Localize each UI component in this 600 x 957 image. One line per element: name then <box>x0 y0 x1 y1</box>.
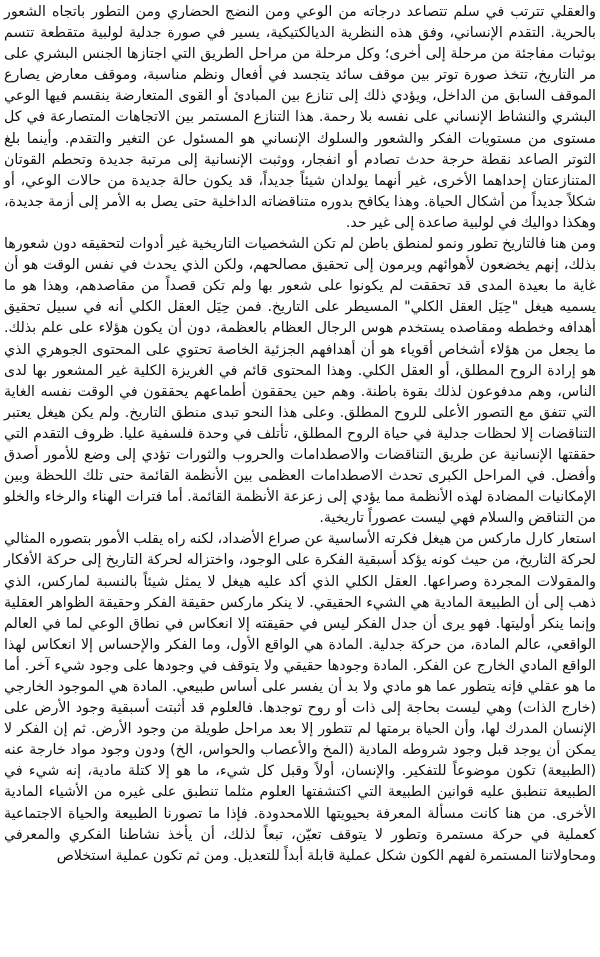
paragraph-1: والعقلي تترتب في سلم تتصاعد درجاته من الوعي ومن النضج الحضاري ومن التطور باتجاه الشعور بالحرية. التقدم الإنساني، وفق هذه النظرية الديالكتيكية، يسير في صورة جدلية لولبية متقطعة تتسم بوثبات مفاجئة من مرحلة إلى أخرى؛ وكل مرحلة من مراحل الطريق التي اجتازها الجنس البشري على مر التاريخ، تتخذ صورة توتر بين موقف سائد يتجسد في أفعال ونظم مناسبة، وموقف معارض يصارع الموقف السابق من الداخل، ويؤدي ذلك إلى تنازع بين المبادئ أو القوى المتعارضة ينقسم فيها الوعي البشري والنشاط الإنساني على نفسه بلا رحمة. هذا التنازع المستمر بين الاتجاهات المتصارعة في كل مستوى من مستويات الفكر والشعور والسلوك الإنساني هو المسئول عن التغير والتقدم. وأينما بلغ التوتر الصاعد نقطة حرجة حدث تصادم أو انفجار، ووثبت الإنسانية إلى مرتبة جديدة وتحطم القوتان المتنازعتان إحداهما الأخرى، غير أنهما يولدان شيئاً جديداً، قد يكون حالة جديدة من حالات الوعي، أو شكلاً جديداً من أشكال الحياة. وهذا يكافح بدوره متناقضاته الداخلية حتى يصل به الأمر إلى أزمة جديدة، وهكذا دواليك في لولبية صاعدة إلى غير حد. <box>4 4 596 231</box>
paragraph-2: ومن هنا فالتاريخ تطور ونمو لمنطق باطن لم تكن الشخصيات التاريخية غير أدوات لتحقيقه دون شعورها بذلك، إنهم يخضعون لأهوائهم ويرمون إلى تحقيق مصالحهم، ولكن الذي يحدث في نفس الوقت هو أن غاية ما بعيدة المدى قد تحققت لم يكونوا على شعور بها ولم تكن قصداً من مقاصدهم، وهذا هو ما يسميه هيغل "حِيَل العقل الكلي" المسيطر على التاريخ. فمن حِيَل العقل الكلي أنه في سبيل تحقيق أهدافه وخططه ومقاصده يستخدم هوس الرجال العظام بالعظمة، دون أن يكون هؤلاء على علم بذلك. ما يجعل من هؤلاء أشخاص أقوياء هو أن أهدافهم الجزئية الخاصة تحتوي على المحتوى الجوهري الذي هو إرادة الروح المطلق، أو العقل الكلي. وهذا المحتوى قائم في الغريزة الكلية غير المشعور بها لدى الناس، وهم مدفوعون لذلك بقوة باطنة. وهم حين يحققون أطماعهم يحققون في الوقت نفسه الغاية التي تتفق مع التصور الأعلى للروح المطلق. وعلى هذا النحو تبدى منطق التاريخ. ولم يكن هيغل يعتبر التناقضات إلا لحظات جدلية في حياة الروح المطلق، تأتلف في وحدة فلسفية عليا. ظروف التقدم التي حققتها الإنسانية عن طريق التناقضات والاصطدامات والحروب والثورات تؤدي إلى وضع للأمور أصدق وأفضل. في المراحل الكبرى تحدث الاصطدامات العظمى بين الأنظمة القائمة حتى تلك اللحظة وبين الإمكانيات المضادة لهذه الأنظمة مما يؤدي إلى زعزعة الأنظمة القائمة. أما فترات الهناء والرخاء والخلو من التناقض والسلام فهي ليست عصوراً تاريخية. <box>4 236 596 527</box>
paragraph-3: استعار كارل ماركس من هيغل فكرته الأساسية عن صراع الأضداد، لكنه راه يقلب الأمور بتصوره المثالي لحركة التاريخ، من حيث كونه يؤكد أسبقية الفكرة على الوجود، واختزاله لحركة التاريخ إلى حركة الأفكار والمقولات المجردة وصراعها. العقل الكلي الذي أكد عليه هيغل لا يمثل شيئاً بالنسبة لماركس، الذي ذهب إلى أن الطبيعة المادية هي الشيء الحقيقي. لا ينكر ماركس حقيقة الفكر وحقيقة الظواهر العقلية وإنما ينكر أوليتها. فهو يرى أن جدل الفكر ليس في حقيقته إلا انعكاس في نطاق الوعي لما في العالم الواقعي، عالم المادة، من حركة جدلية. المادة هي الواقع الأول، وما الفكر والإحساس إلا انعكاس لهذا الواقع المادي الخارج عن الفكر. المادة وجودها حقيقي ولا يتوقف في وجودها على وجود شيء آخر. أما ما هو عقلي فإنه يتطور عما هو مادي ولا بد أن يفسر على أساس طبيعي. المادة هي الموجود الخارجي (خارج الذات) وهي ليست بحاجة إلى ذات أو روح توجدها. فالعلوم قد أثبتت أسبقية وجود الأرض على الإنسان المدرك لها، وأن الحياة برمتها لم تتطور إلا بعد مراحل طويلة من وجود الأرض. ثم إن الفكر لا يمكن أن يوجد قبل وجود شروطه المادية (المخ والأعصاب والحواس، الخ) ودون وجود مواد خارجة عنه (الطبيعة) تكون موضوعاً للتفكير. والإنسان، أولاً وقبل كل شيء، ما هو إلا كتلة مادية، إنه شيء في الطبيعة تنطبق عليه قوانين الطبيعة التي اكتشفتها العلوم مثلما تنطبق على غيره من الأشياء المادية الأخرى. من هنا كانت مسألة المعرفة بحيويتها اللامحدودة. فإذا ما تصورنا الطبيعة والحياة الاجتماعية كعملية في حركة مستمرة وتطور لا يتوقف تعيّن، تبعاً لذلك، أن يأخذ نشاطنا الفكري والمعرفي ومحاولاتنا المستمرة لفهم الكون شكل عملية قابلة أبداً للتعديل. ومن ثم تكون عملية استخلاص <box>4 531 596 864</box>
